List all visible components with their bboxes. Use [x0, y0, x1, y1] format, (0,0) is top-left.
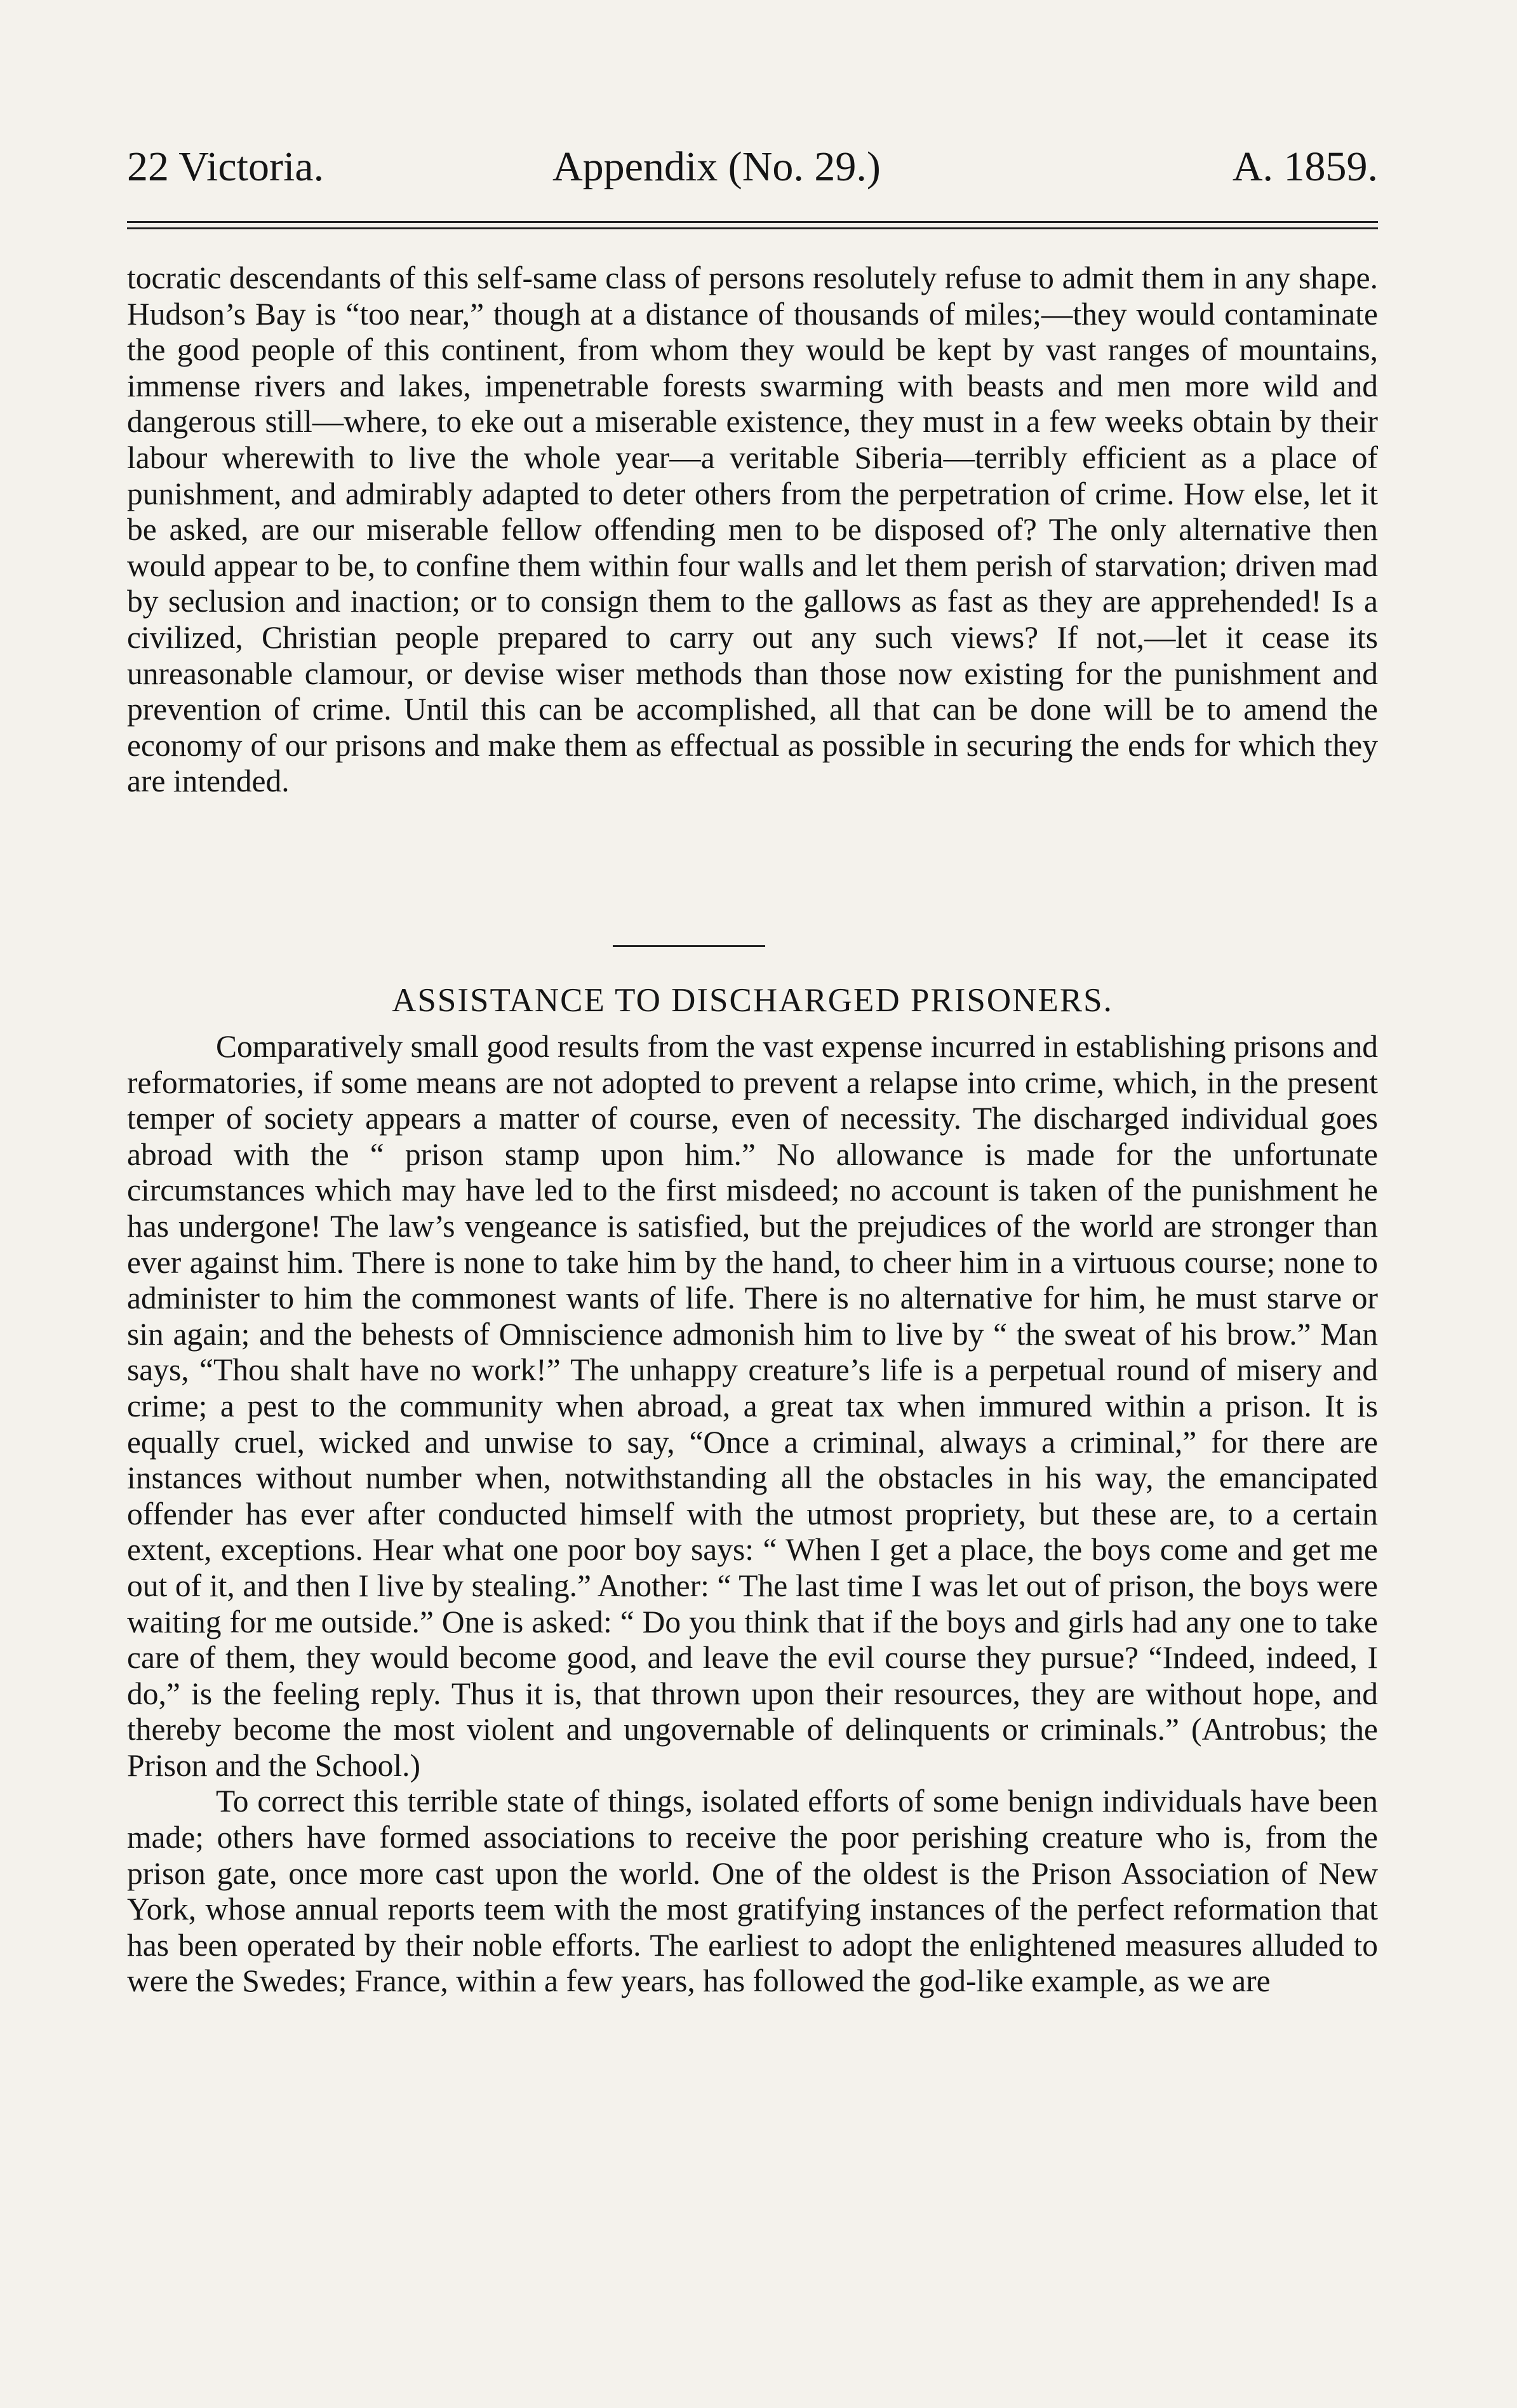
- paragraph: tocratic descendants of this self-same class of persons resolutely refuse to admit them in any shape. Hudson’s Bay is “too near,” though at a distance of thousands of miles;—they would contaminate the good people of this continent, from whom they would be kept by vast ranges of mountains, immense rivers and lakes, impenetrable forests swarming with beasts and men more wild and dangerous still—where, to eke out a miserable existence, they must in a few weeks obtain by their labour wherewith to live the whole year—a veritable Siberia—terribly efficient as a place of punishment, and admirably adapted to deter others from the perpetration of crime. How else, let it be asked, are our miserable fellow offending men to be disposed of? The only alternative then would appear to be, to confine them within four walls and let them perish of starvation; driven mad by seclusion and inaction; or to consign them to the gallows as fast as they are apprehended! Is a civilized, Christian people prepared to carry out any such views? If not,—let it cease its unreasonable clamour, or devise wiser methods than those now existing for the punishment and prevention of crime. Until this can be accomplished, all that can be done will be to amend the economy of our prisons and make them as effectual as possible in securing the ends for which they are intended.: [127, 260, 1378, 799]
- header-appendix: Appendix (No. 29.): [552, 144, 881, 190]
- running-header: [127, 137, 1378, 197]
- header-rule-bottom: [127, 227, 1378, 229]
- paragraph: Comparatively small good results from the vast expense incurred in establishing prisons and reformatories, if some means are not adopted to prevent a relapse into crime, which, in the present temper of society appears a matter of course, even of necessity. The discharged individual goes abroad with the “ prison stamp upon him.” No allowance is made for the unfortunate circumstances which may have led to the first misdeed; no account is taken of the punishment he has undergone! The law’s vengeance is satisfied, but the prejudices of the world are stronger than ever against him. There is none to take him by the hand, to cheer him in a virtuous course; none to administer to him the commonest wants of life. There is no alternative for him, he must starve or sin again; and the behests of Omniscience admonish him to live by “ the sweat of his brow.” Man says, “Thou shalt have no work!” The unhappy creature’s life is a perpetual round of misery and crime; a pest to the community when abroad, a great tax when immured within a prison. It is equally cruel, wicked and unwise to say, “Once a criminal, always a criminal,” for there are instances without number when, notwithstanding all the obstacles in his way, the emancipated offender has ever after conducted himself with the utmost propriety, but these are, to a certain extent, exceptions. Hear what one poor boy says: “ When I get a place, the boys come and get me out of it, and then I live by stealing.” Another: “ The last time I was let out of prison, the boys were waiting for me outside.” One is asked: “ Do you think that if the boys and girls had any one to take care of them, they would become good, and leave the evil course they pursue? “Indeed, indeed, I do,” is the feeling reply. Thus it is, that thrown upon their resources, they are without hope, and thereby become the most violent and ungovernable of delinquents or criminals.” (Antrobus; the Prison and the School.): [127, 1029, 1378, 1783]
- header-session: 22 Victoria.: [127, 144, 324, 190]
- header-year: A. 1859.: [1232, 144, 1378, 190]
- section-heading: ASSISTANCE TO DISCHARGED PRISONERS.: [392, 982, 1113, 1019]
- paragraph: To correct this terrible state of things, isolated efforts of some benign individuals have been made; others have formed associations to receive the poor perishing creature who is, from the prison gate, once more cast upon the world. One of the oldest is the Prison Association of New York, whose annual reports teem with the most gratifying instances of the perfect reformation that has been operated by their noble efforts. The earliest to adopt the enlightened measures alluded to were the Swedes; France, within a few years, has followed the god-like example, as we are: [127, 1784, 1378, 1999]
- section-divider: [613, 945, 765, 947]
- section-body: [127, 1029, 1378, 2000]
- continued-paragraph-block: [127, 260, 1378, 800]
- header-rule-top: [127, 221, 1378, 223]
